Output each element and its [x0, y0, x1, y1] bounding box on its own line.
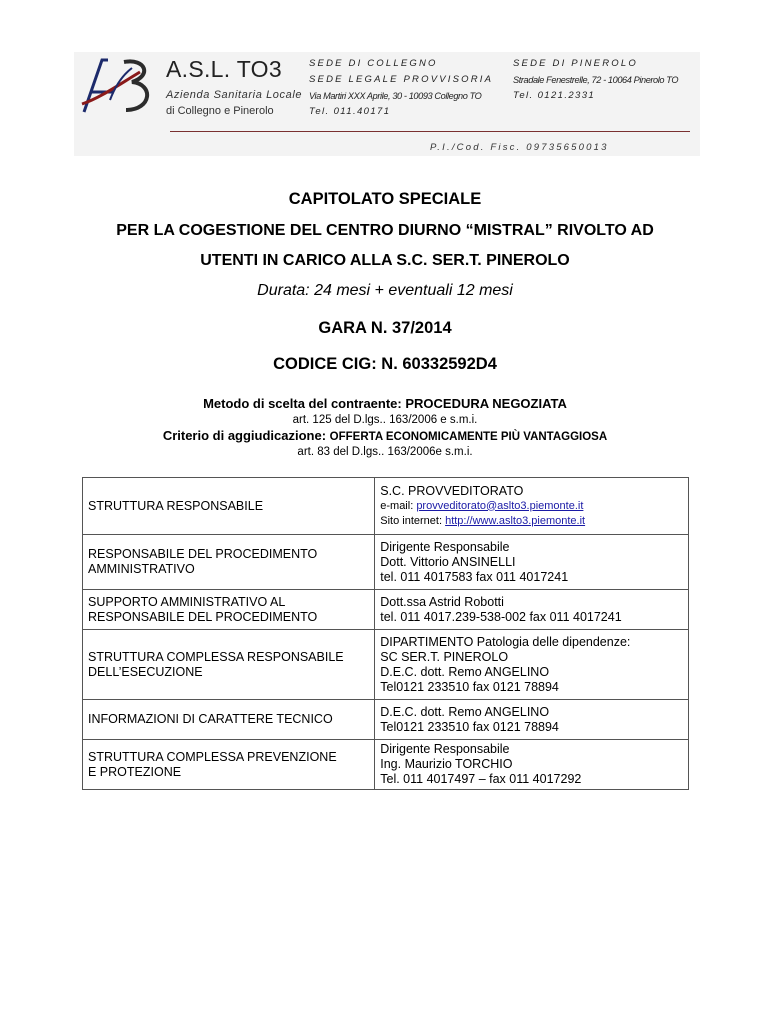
row-label-text: SUPPORTO AMMINISTRATIVO AL: [88, 594, 286, 609]
award-criterion-reference: art. 83 del D.lgs.. 163/2006e s.m.i.: [297, 446, 473, 458]
table-row: [83, 590, 689, 630]
row-value: [375, 630, 689, 700]
table-row: [83, 740, 689, 790]
row-value-text: Dirigente Responsabile: [380, 742, 510, 756]
row-label-text: E PROTEZIONE: [88, 764, 182, 779]
award-criterion-label: Criterio di aggiudicazione:: [162, 428, 330, 443]
row-label: [83, 740, 375, 790]
row-label-text: RESPONSABILE DEL PROCEDIMENTO: [88, 547, 318, 561]
row-value-text: DIPARTIMENTO Patologia delle dipendenze:: [380, 634, 631, 649]
organization-name: A.S.L. TO3: [166, 56, 282, 82]
row-label-text: STRUTTURA RESPONSABILE: [88, 498, 264, 513]
email-line: [380, 499, 683, 514]
tender-number: GARA N. 37/2014: [318, 319, 452, 337]
row-value: [375, 590, 689, 630]
pinerolo-address: Stradale Fenestrelle, 72 - 10064 Pinerolo TO: [513, 75, 679, 85]
row-value-text: SC SER.T. PINEROLO: [380, 649, 509, 664]
table-row: [83, 478, 689, 535]
responsibility-table: [82, 477, 689, 790]
row-value-text: tel. 011 4017.239-538-002 fax 011 4017241: [380, 609, 622, 624]
pinerolo-office-title: SEDE DI PINEROLO: [513, 58, 638, 69]
legal-office-label: SEDE LEGALE PROVVISORIA: [309, 74, 494, 85]
organization-subtitle: Azienda Sanitaria Locale: [166, 89, 303, 101]
email-link[interactable]: provveditorato@aslto3.piemonte.it: [416, 499, 584, 512]
row-value-text: D.E.C. dott. Remo ANGELINO: [380, 704, 550, 719]
row-value-text: Ing. Maurizio TORCHIO: [380, 757, 513, 771]
row-value: [375, 700, 689, 740]
row-value-text: Dott.ssa Astrid Robotti: [380, 594, 504, 609]
row-label-text: STRUTTURA COMPLESSA PREVENZIONE: [88, 749, 337, 764]
row-value: [375, 478, 689, 535]
row-value-text: Tel0121 233510 fax 0121 78894: [380, 719, 559, 734]
fiscal-code: P.I./Cod. Fisc. 09735650013: [430, 142, 609, 153]
row-value: [375, 535, 689, 590]
row-label-text: DELL’ESECUZIONE: [88, 664, 203, 679]
award-criterion: [60, 428, 710, 443]
selection-method: Metodo di scelta del contraente: PROCEDURA NEGOZIATA: [203, 396, 567, 411]
table-row: [83, 700, 689, 740]
header-divider: [170, 131, 690, 132]
pinerolo-office-block: [513, 56, 678, 104]
cig-code: CODICE CIG: N. 60332592D4: [273, 355, 497, 373]
row-label: [83, 478, 375, 535]
contract-duration: Durata: 24 mesi + eventuali 12 mesi: [257, 282, 513, 299]
row-label: [83, 590, 375, 630]
row-value-text: tel. 011 4017583 fax 011 4017241: [380, 569, 569, 584]
row-label-text: AMMINISTRATIVO: [88, 562, 195, 576]
collegno-office-title: SEDE DI COLLEGNO: [309, 58, 438, 69]
row-label-text: STRUTTURA COMPLESSA RESPONSABILE: [88, 649, 344, 664]
document-title: CAPITOLATO SPECIALE: [288, 190, 482, 208]
document-subtitle-line1: PER LA COGESTIONE DEL CENTRO DIURNO “MISTRAL” RIVOLTO AD: [116, 222, 654, 239]
website-link[interactable]: http://www.aslto3.piemonte.it: [445, 514, 586, 527]
row-label: [83, 535, 375, 590]
row-value-text: Tel0121 233510 fax 0121 78894: [380, 679, 559, 694]
row-label-text: INFORMAZIONI DI CARATTERE TECNICO: [88, 712, 333, 726]
row-value: [375, 740, 689, 790]
website-line: [380, 514, 683, 529]
row-value-text: Dott. Vittorio ANSINELLI: [380, 554, 516, 569]
collegno-address: Via Martiri XXX Aprile, 30 - 10093 Collegno TO: [309, 91, 482, 101]
table-row: [83, 630, 689, 700]
asl-to3-logo: [80, 54, 162, 116]
row-value-text: Dirigente Responsabile: [380, 539, 510, 554]
department-name: S.C. PROVVEDITORATO: [380, 483, 524, 498]
row-label: [83, 700, 375, 740]
row-value-text: Tel. 011 4017497 – fax 011 4017292: [380, 772, 582, 786]
row-label-text: RESPONSABILE DEL PROCEDIMENTO: [88, 609, 318, 624]
website-label: Sito internet:: [380, 514, 446, 527]
pinerolo-phone: Tel. 0121.2331: [513, 90, 596, 101]
award-criterion-value: OFFERTA ECONOMICAMENTE PIÙ VANTAGGIOSA: [329, 431, 608, 443]
selection-method-reference: art. 125 del D.lgs.. 163/2006 e s.m.i.: [292, 414, 478, 426]
row-value-text: D.E.C. dott. Remo ANGELINO: [380, 664, 550, 679]
document-subtitle-line2: UTENTI IN CARICO ALLA S.C. SER.T. PINEROLO: [200, 252, 570, 269]
email-label: e-mail:: [380, 499, 417, 512]
row-label: [83, 630, 375, 700]
table-row: [83, 535, 689, 590]
organization-location: di Collegno e Pinerolo: [166, 105, 274, 117]
collegno-phone: Tel. 011.40171: [309, 106, 391, 117]
collegno-office-block: [309, 56, 493, 120]
